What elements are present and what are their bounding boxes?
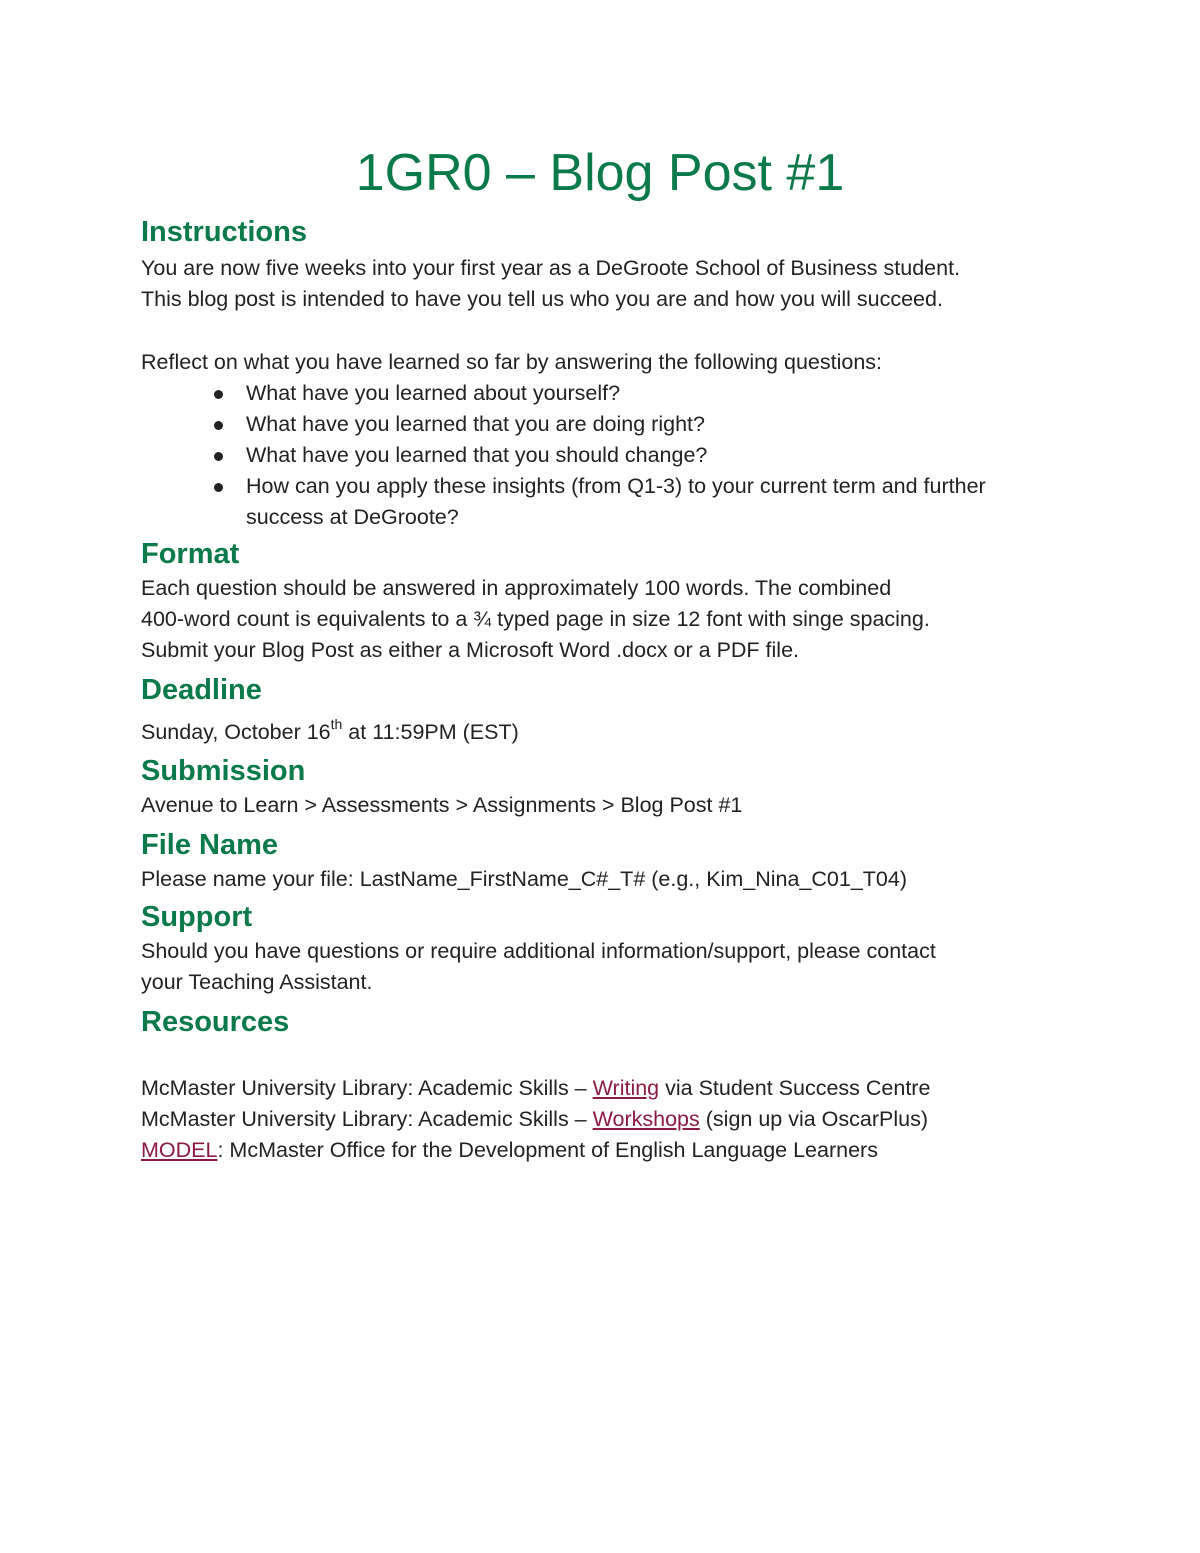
questions-list <box>141 378 1081 533</box>
list-item: How can you apply these insights (from Q1-3) to your current term and further success at DeGroote? <box>141 471 1081 533</box>
format-section <box>141 537 1081 666</box>
resource-model: MODEL: McMaster Office for the Development of English Language Learners <box>141 1138 878 1162</box>
file-name-text: Please name your file: LastName_FirstName_C#_T# (e.g., Kim_Nina_C01_T04) <box>141 867 907 891</box>
submission-section <box>141 754 1081 821</box>
bullet-icon <box>214 390 223 399</box>
format-heading: Format <box>141 538 240 570</box>
resource-workshops: McMaster University Library: Academic Skills – Workshops (sign up via OscarPlus) <box>141 1107 928 1131</box>
format-line-1: Each question should be answered in approximately 100 words. The combined <box>141 576 892 600</box>
instructions-reflect-text: Reflect on what you have learned so far by answering the following questions: <box>141 350 882 374</box>
instructions-section <box>141 215 1081 533</box>
format-line-3: Submit your Blog Post as either a Microsoft Word .docx or a PDF file. <box>141 638 799 662</box>
instructions-line-1: You are now five weeks into your first year as a DeGroote School of Business student. <box>141 256 961 280</box>
writing-link[interactable]: Writing <box>592 1076 660 1100</box>
resources-section <box>141 1005 1081 1166</box>
deadline-section <box>141 673 1081 748</box>
support-line-2: your Teaching Assistant. <box>141 970 373 994</box>
list-item: What have you learned that you are doing right? <box>141 409 1081 440</box>
file-name-heading: File Name <box>141 829 278 861</box>
resource-writing: McMaster University Library: Academic Skills – Writing via Student Success Centre <box>141 1076 931 1100</box>
list-item: What have you learned about yourself? <box>141 378 1081 409</box>
bullet-icon <box>214 421 223 430</box>
model-link[interactable]: MODEL <box>141 1138 218 1162</box>
submission-heading: Submission <box>141 755 306 787</box>
bullet-icon <box>214 483 223 492</box>
support-heading: Support <box>141 901 253 933</box>
submission-path: Avenue to Learn > Assessments > Assignments > Blog Post #1 <box>141 793 743 817</box>
bullet-icon <box>214 452 223 461</box>
file-name-section <box>141 828 1081 895</box>
list-item: What have you learned that you should change? <box>141 440 1081 471</box>
support-section <box>141 900 1081 998</box>
page-title: 1GR0 – Blog Post #1 <box>355 144 845 202</box>
resources-heading: Resources <box>141 1006 290 1038</box>
instructions-line-2: This blog post is intended to have you tell us who you are and how you will succeed. <box>141 287 943 311</box>
deadline-heading: Deadline <box>141 674 262 706</box>
workshops-link[interactable]: Workshops <box>592 1107 700 1131</box>
format-line-2: 400-word count is equivalents to a ¾ typed page in size 12 font with singe spacing. <box>141 607 930 631</box>
deadline-text: Sunday, October 16th at 11:59PM (EST) <box>141 716 519 744</box>
instructions-heading: Instructions <box>141 216 307 248</box>
support-line-1: Should you have questions or require additional information/support, please contact <box>141 939 936 963</box>
